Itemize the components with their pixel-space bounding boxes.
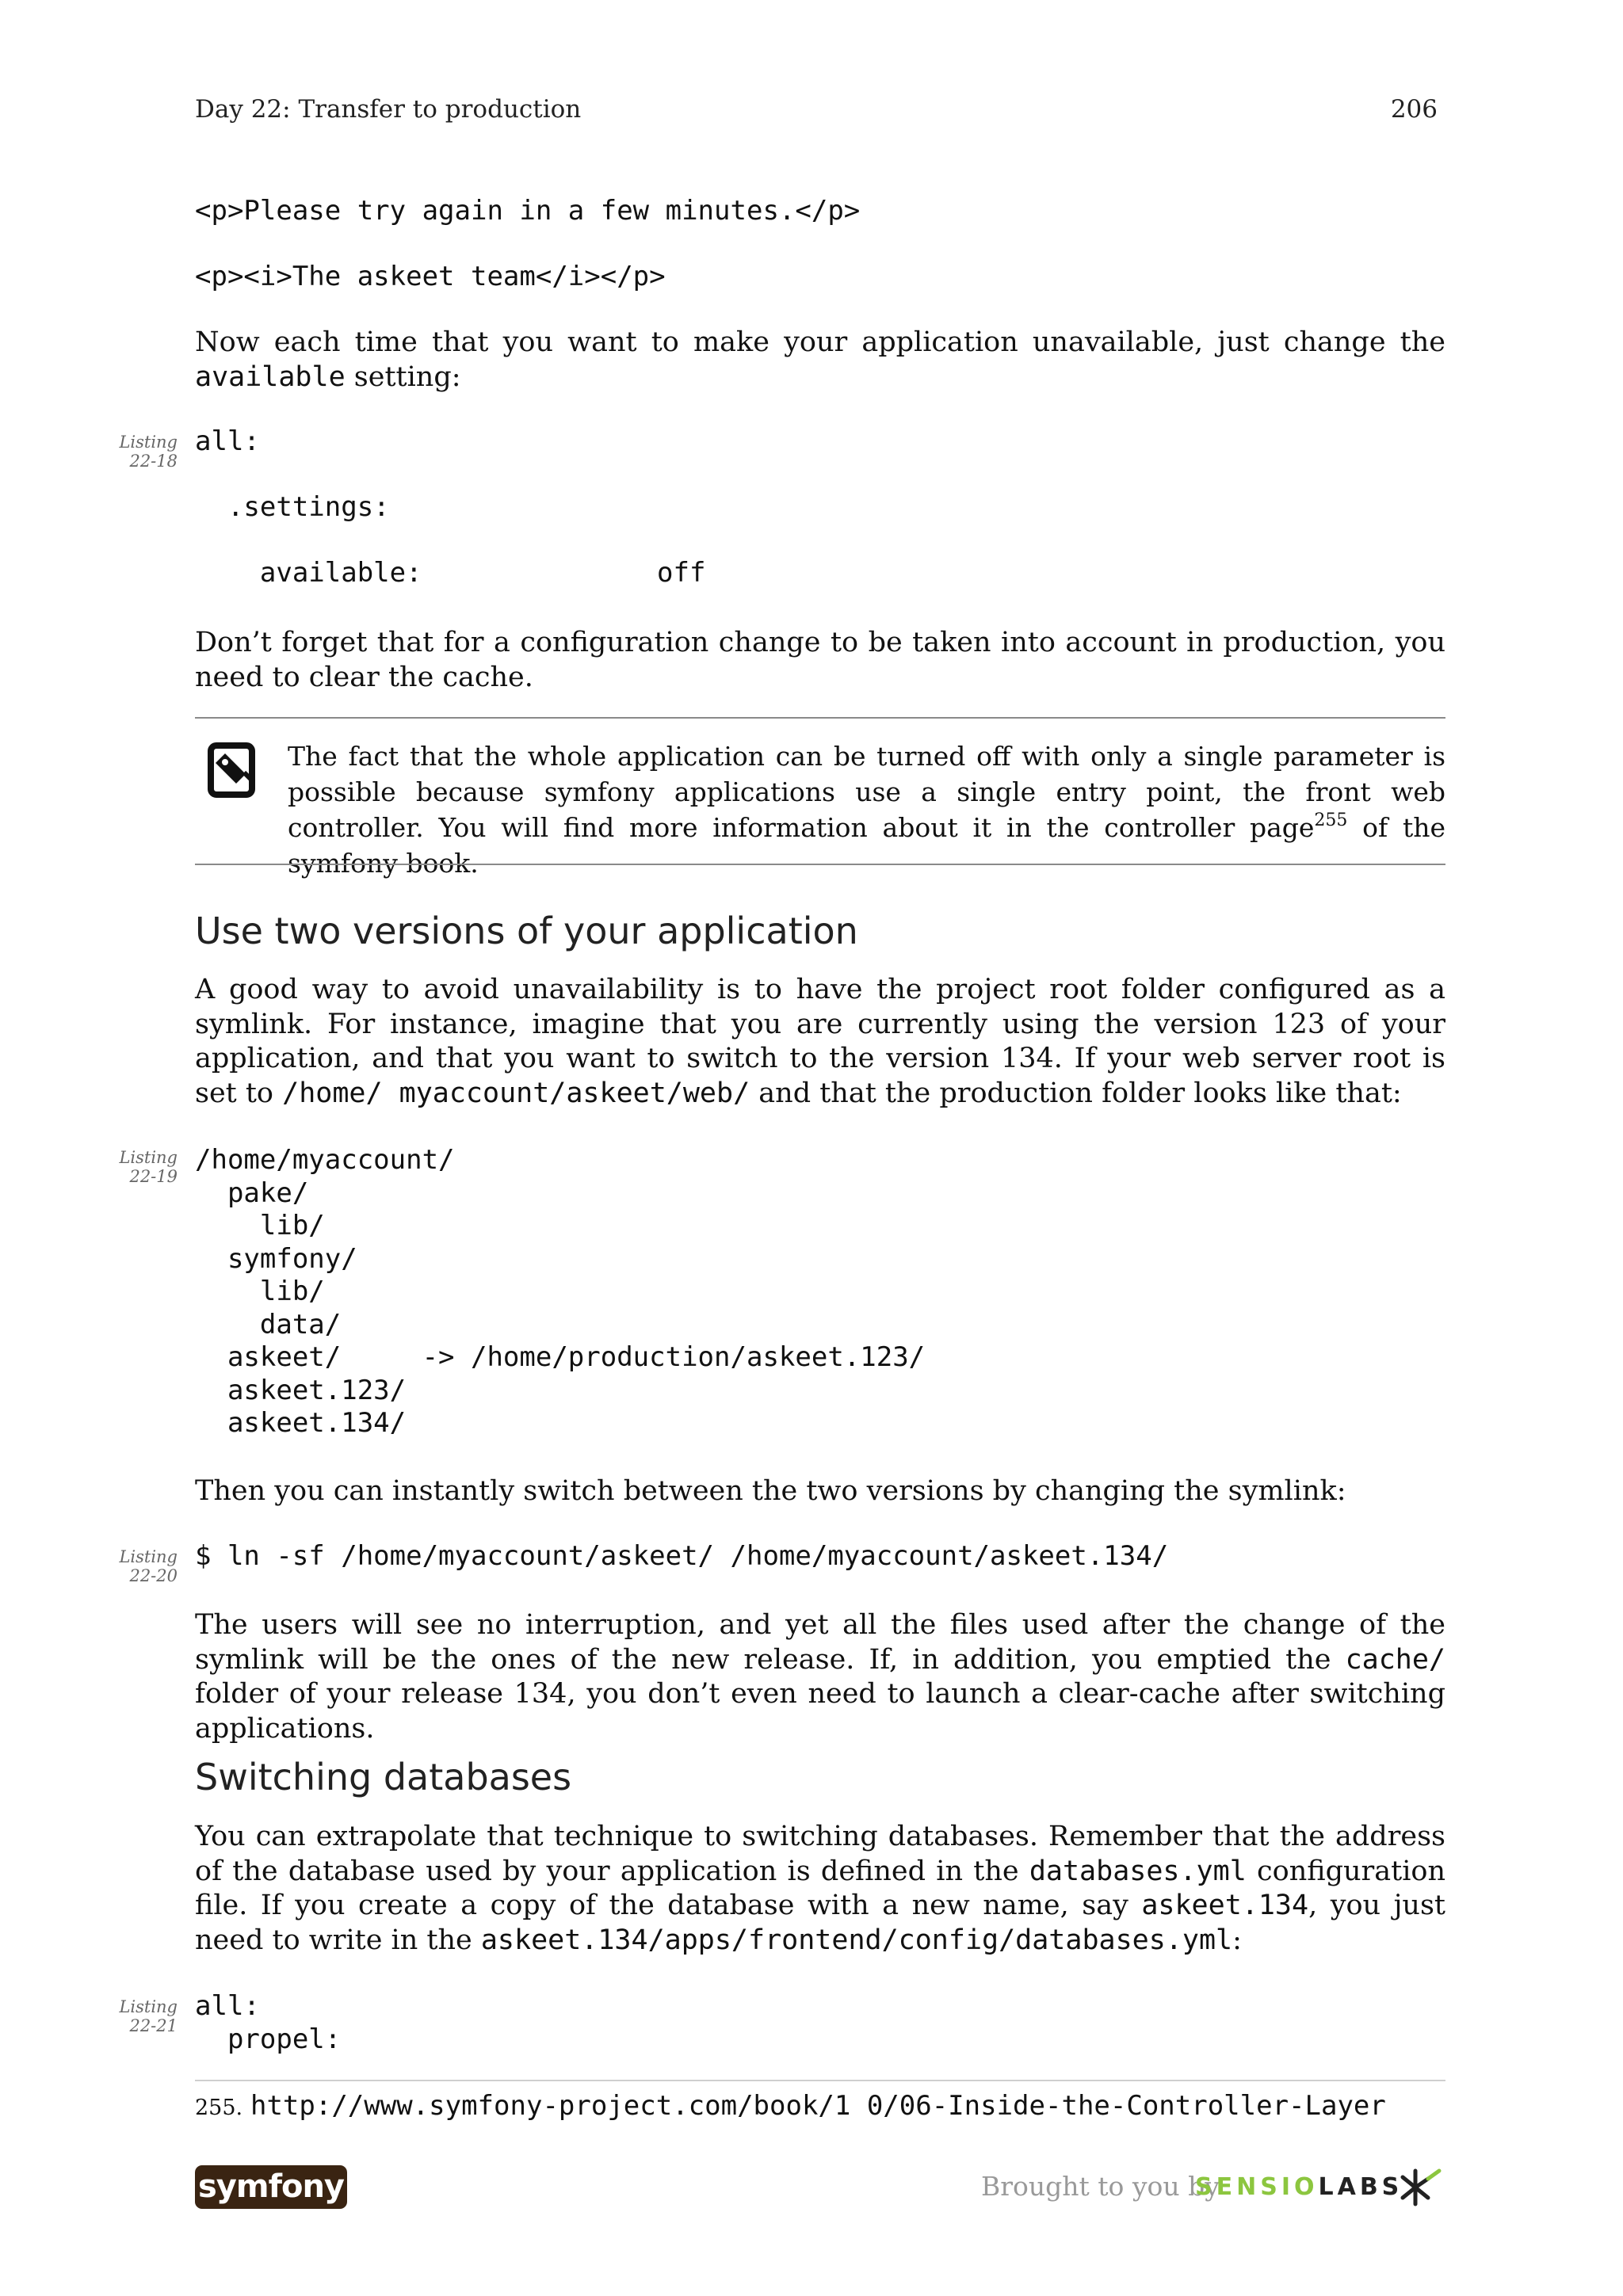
listing-word: Listing xyxy=(119,433,178,452)
paragraph xyxy=(195,973,1445,1111)
note-bottom-rule xyxy=(195,864,1445,865)
inline-code: databases.yml xyxy=(1029,1855,1247,1887)
listing-number: 22-20 xyxy=(129,1566,178,1585)
inline-code: cache/ xyxy=(1345,1643,1445,1676)
listing-label xyxy=(111,1997,178,2035)
paragraph-text: A good way to avoid unavailability is to have the project root folder configured as a symlink. For instance, imagine that you are currently using the version 123 of your application, and that you want to switch to the version 134. If your web server root is set to xyxy=(195,974,1445,1109)
section-heading: Switching databases xyxy=(195,1756,572,1798)
note-top-rule xyxy=(195,717,1445,719)
footnote-number: 255. xyxy=(195,2096,243,2120)
paragraph: Then you can instantly switch between the two versions by changing the symlink: xyxy=(195,1475,1346,1507)
code-line: available: xyxy=(195,557,422,589)
code-block: /home/myaccount/ pake/ lib/ symfony/ lib/ data/ askeet/ -> /home/production/askeet.123/ askeet.123/ askeet.134/ xyxy=(195,1144,926,1439)
paragraph-text: configuration file. If you create a copy of the database with a new name, say xyxy=(195,1855,1446,1921)
listing-label xyxy=(111,433,178,471)
footnote-reference[interactable]: 255 xyxy=(1314,810,1348,830)
listing-number: 22-18 xyxy=(129,452,178,471)
code-line: .settings: xyxy=(195,491,390,523)
listing-label xyxy=(111,1148,178,1186)
inline-code: /home/ myaccount/askeet/web/ xyxy=(282,1077,750,1109)
paragraph-text: The users will see no interruption, and yet all the files used after the change of the symlink will be the ones of the new release. If, in addition, you emptied the xyxy=(195,1609,1445,1676)
code-line: all: xyxy=(195,425,260,457)
symfony-logo-text: symfony xyxy=(198,2168,344,2205)
code-line: $ ln -sf /home/myaccount/askeet/ /home/myaccount/askeet.134/ xyxy=(195,1540,1169,1572)
listing-word: Listing xyxy=(119,1547,178,1566)
paragraph-text: folder of your release 134, you don’t even need to launch a clear-cache after switching applications. xyxy=(195,1678,1445,1745)
section-heading: Use two versions of your application xyxy=(195,910,858,952)
paragraph-text: and that the production folder looks like that: xyxy=(750,1077,1402,1109)
inline-code: askeet.134/apps/frontend/config/databases.yml xyxy=(480,1924,1233,1956)
paragraph xyxy=(195,1608,1445,1746)
paragraph xyxy=(195,1820,1445,1958)
paragraph-text: : xyxy=(1232,1924,1242,1956)
paragraph-text: , you just need to write in the xyxy=(195,1890,1445,1956)
footnote-link[interactable]: http://www.symfony-project.com/book/1 0/06-Inside-the-Controller-Layer xyxy=(250,2090,1386,2122)
brought-to-you-text: Brought to you by xyxy=(981,2171,1220,2202)
code-line: <p><i>The askeet team</i></p> xyxy=(195,261,666,292)
sensiolabs-wordmark xyxy=(1195,2173,1403,2201)
page-number: 206 xyxy=(1390,95,1438,124)
note-body: The fact that the whole application can be turned off with only a single parameter is possible because symfony applications use a single entry point, the front web controller. You will find more information about it in the controller page xyxy=(288,741,1445,843)
paragraph: Don’t forget that for a configuration change to be taken into account in production, you need to clear the cache. xyxy=(195,627,1445,693)
code-block: all: propel: xyxy=(195,1990,342,2055)
note-body: of the symfony book. xyxy=(288,812,1445,879)
inline-code: available xyxy=(195,360,346,393)
listing-number: 22-21 xyxy=(129,2016,178,2035)
footnote xyxy=(195,2090,1386,2122)
sensio-text: SENSIO xyxy=(1195,2173,1319,2201)
paragraph-text: Now each time that you want to make your application unavailable, just change the xyxy=(195,326,1445,358)
chapter-header: Day 22: Transfer to production xyxy=(195,95,582,124)
code-line: <p>Please try again in a few minutes.</p> xyxy=(195,195,861,227)
labs-text: LABS xyxy=(1318,2173,1403,2201)
listing-number: 22-19 xyxy=(129,1167,178,1186)
paragraph xyxy=(195,326,1445,395)
listing-word: Listing xyxy=(119,1148,178,1167)
footnote-rule xyxy=(195,2080,1445,2081)
listing-word: Listing xyxy=(119,1997,178,2016)
code-value: off xyxy=(657,557,706,589)
inline-code: askeet.134 xyxy=(1141,1890,1309,1921)
paragraph-text: You can extrapolate that technique to switching databases. Remember that the address of the database used by your application is defined in the xyxy=(195,1821,1445,1887)
symfony-logo xyxy=(195,2165,347,2209)
listing-label xyxy=(111,1547,178,1585)
sensiolabs-star-icon xyxy=(1398,2166,1444,2209)
note-text xyxy=(288,738,1445,881)
note-icon xyxy=(208,742,260,799)
paragraph-text: setting: xyxy=(345,360,461,393)
